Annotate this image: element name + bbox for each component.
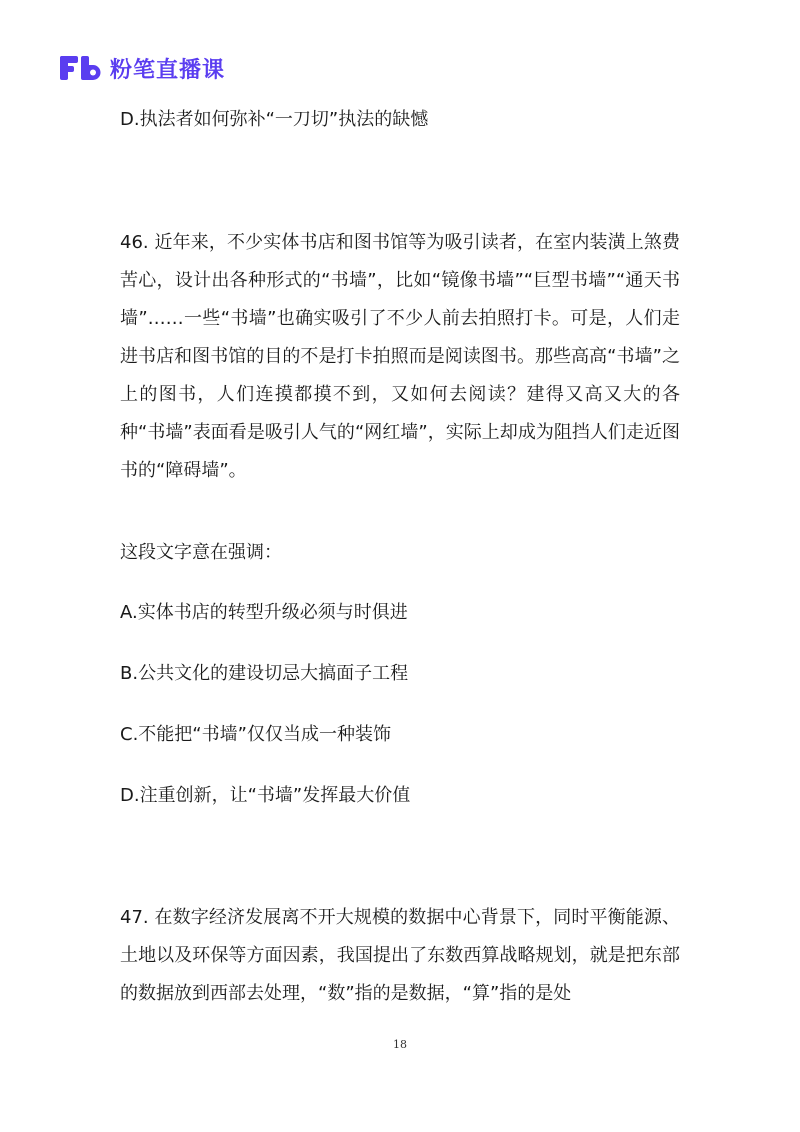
page-number: 18: [393, 1038, 407, 1051]
fb-logo-icon: [58, 53, 104, 83]
question-46-option-d: D.注重创新，让“书墙”发挥最大价值: [120, 785, 411, 806]
page-header: [58, 52, 225, 84]
question-47-text: 47. 在数字经济发展离不开大规模的数据中心背景下，同时平衡能源、土地以及环保等方面因素，我国提出了东数西算战略规划，就是把东部的数据放到西部去处理，“数”指的是数据，“算”指的是处: [120, 907, 680, 1004]
question-46-text: 46. 近年来，不少实体书店和图书馆等为吸引读者，在室内装潢上煞费苦心，设计出各种形式的“书墙”，比如“镜像书墙”“巨型书墙”“通天书墙”……一些“书墙”也确实吸引了不少人前去拍照打卡。可是，人们走进书店和图书馆的目的不是打卡拍照而是阅读图书。那些高高“书墙”之上的图书，人们连摸都摸不到，又如何去阅读？建得又高又大的各种“书墙”表面看是吸引人气的“网红墙”，实际上却成为阻挡人们走近图书的“障碍墙”。: [120, 232, 680, 481]
prev-question-option-d: D.执法者如何弥补“一刀切”执法的缺憾: [120, 109, 429, 130]
question-46-option-a: A.实体书店的转型升级必须与时俱进: [120, 602, 408, 623]
brand-name: 粉笔直播课: [110, 57, 226, 83]
question-46-option-b: B.公共文化的建设切忌大搞面子工程: [120, 663, 409, 684]
question-46: [120, 224, 680, 490]
question-46-prompt: 这段文字意在强调：: [120, 542, 282, 563]
question-46-option-c: C.不能把“书墙”仅仅当成一种装饰: [120, 724, 391, 745]
question-47: [120, 899, 680, 1013]
